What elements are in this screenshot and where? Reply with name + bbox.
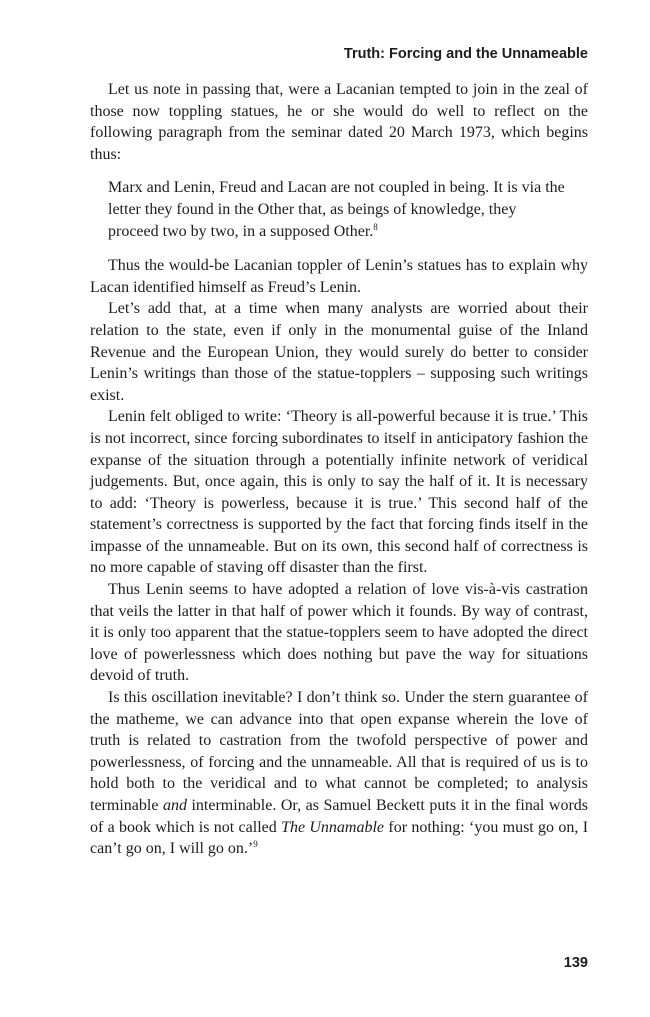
- book-title: The Unnamable: [281, 818, 385, 836]
- emphasis-and: and: [162, 797, 187, 814]
- paragraph-6-part-a: Is this oscillation inevitable? I don’t think so. Under the stern guarantee of the matheme, we can advance into that open expanse wherein the love of truth is related to castration from the twofold perspective of power and powerlessness, of forcing and the unnameable. All that is required of us is to hold both to the veridical and to what cannot be completed; to analysis terminable: [90, 689, 588, 814]
- footnote-ref-9[interactable]: 9: [253, 839, 258, 850]
- paragraph-1: Let us note in passing that, were a Lacanian tempted to join in the zeal of those now toppling statues, he or she would do well to reflect on the following paragraph from the seminar dated 20 March 1973, which begins thus:: [90, 81, 588, 163]
- footnote-ref-8[interactable]: 8: [373, 221, 378, 232]
- paragraph-6-part-c: for nothing: ‘you must go on, I can’t go on, I will go on.’: [90, 818, 589, 858]
- running-head: Truth: Forcing and the Unnameable: [343, 46, 588, 62]
- paragraph-5: Thus Lenin seems to have adopted a relation of love vis-à-vis castration that veils the latter in that half of power which it founds. By way of contrast, it is only too apparent that the statue-topplers seem to have adopted the direct love of powerlessness which does nothing but pave the way for situations devoid of truth.: [90, 581, 588, 685]
- block-quote: [90, 177, 588, 242]
- paragraph-4: Lenin felt obliged to write: ‘Theory is all-powerful because it is true.’ This is not incorrect, since forcing subordinates to itself in anticipatory fashion the expanse of the situation through a potentially infinite network of veridical judgements. But, once again, this is only to say the half of it. It is necessary to add: ‘Theory is powerless, because it is true.’ This second half of the statement’s correctness is supported by the fact that forcing finds itself in the impasse of the unnameable. But on its own, this second half of correctness is no more capable of staving off disaster than the first.: [90, 408, 588, 577]
- paragraph-2: Thus the would-be Lacanian toppler of Lenin’s statues has to explain why Lacan identified himself as Freud’s Lenin.: [90, 257, 588, 296]
- quote-text: Marx and Lenin, Freud and Lacan are not coupled in being. It is via the letter they found in the Other that, as beings of knowledge, they proceed two by two, in a supposed Other.: [108, 179, 565, 240]
- body-text: [90, 79, 588, 860]
- paragraph-3: Let’s add that, at a time when many analysts are worried about their relation to the state, even if only in the monumental guise of the Inland Revenue and the European Union, they would surely do better to consider Lenin’s writings than those of the statue-topplers – supposing such writings exist.: [90, 300, 588, 404]
- paragraph-6-part-b: interminable. Or, as Samuel Beckett puts it in the final words of a book which is not called: [90, 797, 588, 836]
- block-quote-text: [108, 177, 568, 242]
- page-number: 139: [563, 955, 588, 971]
- paragraph-6: [90, 687, 588, 860]
